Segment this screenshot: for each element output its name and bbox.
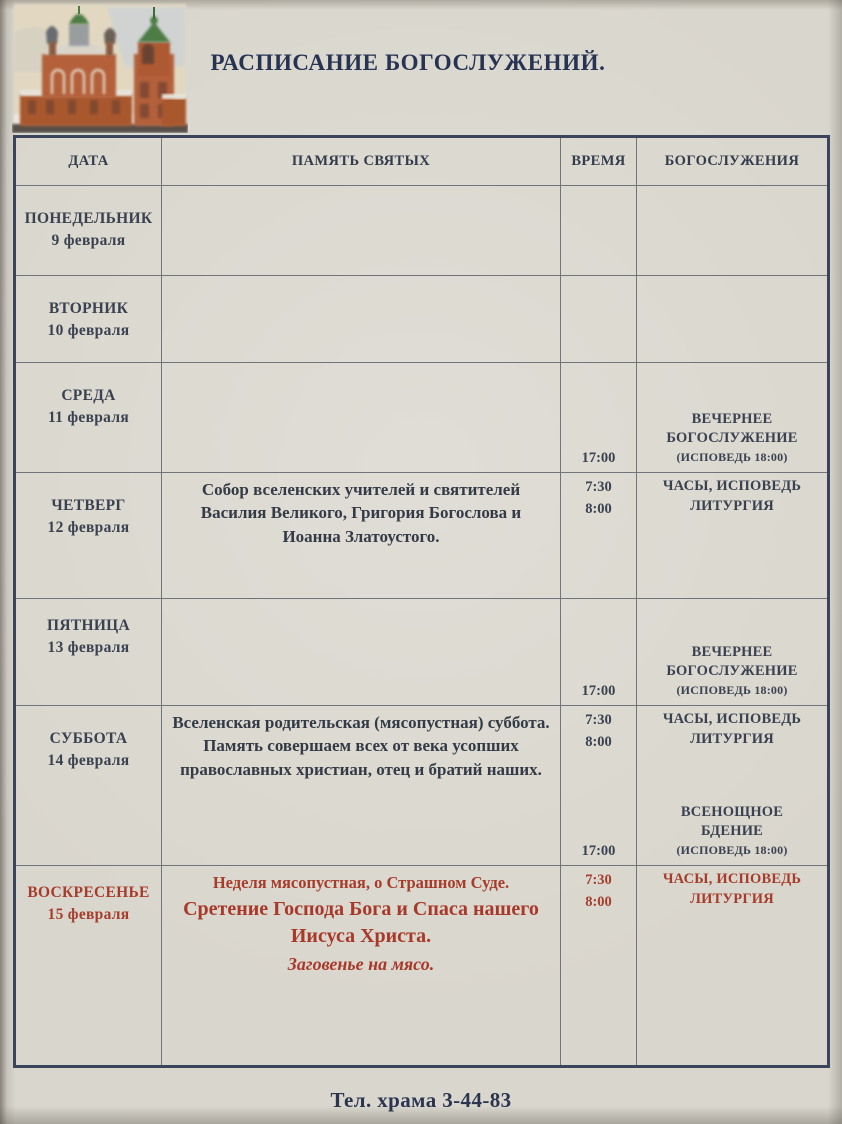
- day-name: СУББОТА: [49, 730, 128, 747]
- day-date: 14 февраля: [47, 752, 130, 770]
- evening-service: ВЕЧЕРНЕЕ БОГОСЛУЖЕНИЕ (ИСПОВЕДЬ 18:00): [646, 410, 818, 465]
- morning-services: ЧАСЫ, ИСПОВЕДЬ ЛИТУРГИЯ: [662, 871, 802, 907]
- sunday-week-name: Неделя мясопустная, о Страшном Суде.: [212, 873, 510, 892]
- day-date: 12 февраля: [47, 519, 130, 537]
- day-date: 9 февраля: [51, 232, 126, 250]
- morning-times: 7:30 8:00: [585, 479, 612, 517]
- table-row-monday: [16, 186, 827, 276]
- confession-note: (ИСПОВЕДЬ 18:00): [676, 843, 788, 857]
- evening-time: 17:00: [581, 683, 616, 699]
- day-name: ЧЕТВЕРГ: [51, 497, 126, 514]
- evening-time: 17:00: [581, 843, 616, 859]
- header-memory: ПАМЯТЬ СВЯТЫХ: [162, 138, 561, 185]
- sunday-feast-name: Сретение Господа Бога и Спаса нашего Иисуса Христа.: [183, 898, 539, 948]
- day-name: СРЕДА: [61, 387, 116, 404]
- table-row-sunday: [16, 866, 827, 1065]
- table-row-thursday: [16, 473, 827, 599]
- day-name: ВОСКРЕСЕНЬЕ: [27, 884, 150, 901]
- morning-services: ЧАСЫ, ИСПОВЕДЬ ЛИТУРГИЯ: [662, 711, 802, 747]
- header-date: ДАТА: [16, 138, 162, 185]
- confession-note: (ИСПОВЕДЬ 18:00): [676, 683, 788, 697]
- service-schedule-table: [13, 135, 830, 1068]
- day-date: 15 февраля: [47, 906, 130, 924]
- saints-memory-text: Вселенская родительская (мясопустная) суббота. Память совершаем всех от века усопших православных христиан, отец и братий наших.: [172, 713, 550, 779]
- day-name: ВТОРНИК: [48, 300, 129, 317]
- day-date: 11 февраля: [47, 409, 130, 427]
- table-row-saturday: [16, 706, 827, 866]
- church-phone: Тел. храма 3-44-83: [330, 1088, 512, 1112]
- evening-service: ВСЕНОЩНОЕ БДЕНИЕ (ИСПОВЕДЬ 18:00): [662, 803, 802, 858]
- saints-memory-text: Собор вселенских учителей и святителей Василия Великого, Григория Богослова и Иоанна Златоустого.: [200, 480, 522, 546]
- evening-time: 17:00: [581, 450, 616, 466]
- day-date: 10 февраля: [47, 322, 130, 340]
- church-illustration: [12, 2, 188, 133]
- evening-service: ВЕЧЕРНЕЕ БОГОСЛУЖЕНИЕ (ИСПОВЕДЬ 18:00): [646, 643, 818, 698]
- day-date: 13 февраля: [47, 639, 130, 657]
- day-name: ПЯТНИЦА: [46, 617, 131, 634]
- table-row-tuesday: [16, 276, 827, 363]
- header-services: БОГОСЛУЖЕНИЯ: [664, 153, 800, 169]
- table-header-row: [16, 138, 827, 186]
- table-row-wednesday: [16, 363, 827, 473]
- header-time: ВРЕМЯ: [561, 138, 637, 185]
- confession-note: (ИСПОВЕДЬ 18:00): [676, 450, 788, 464]
- morning-times: 7:30 8:00: [585, 872, 612, 910]
- table-row-friday: [16, 599, 827, 706]
- page-title: РАСПИСАНИЕ БОГОСЛУЖЕНИЙ.: [210, 50, 606, 75]
- sunday-fast-note: Заговенье на мясо.: [287, 954, 435, 975]
- morning-services: ЧАСЫ, ИСПОВЕДЬ ЛИТУРГИЯ: [662, 478, 802, 514]
- day-name: ПОНЕДЕЛЬНИК: [24, 210, 153, 227]
- morning-times: 7:30 8:00: [585, 712, 612, 750]
